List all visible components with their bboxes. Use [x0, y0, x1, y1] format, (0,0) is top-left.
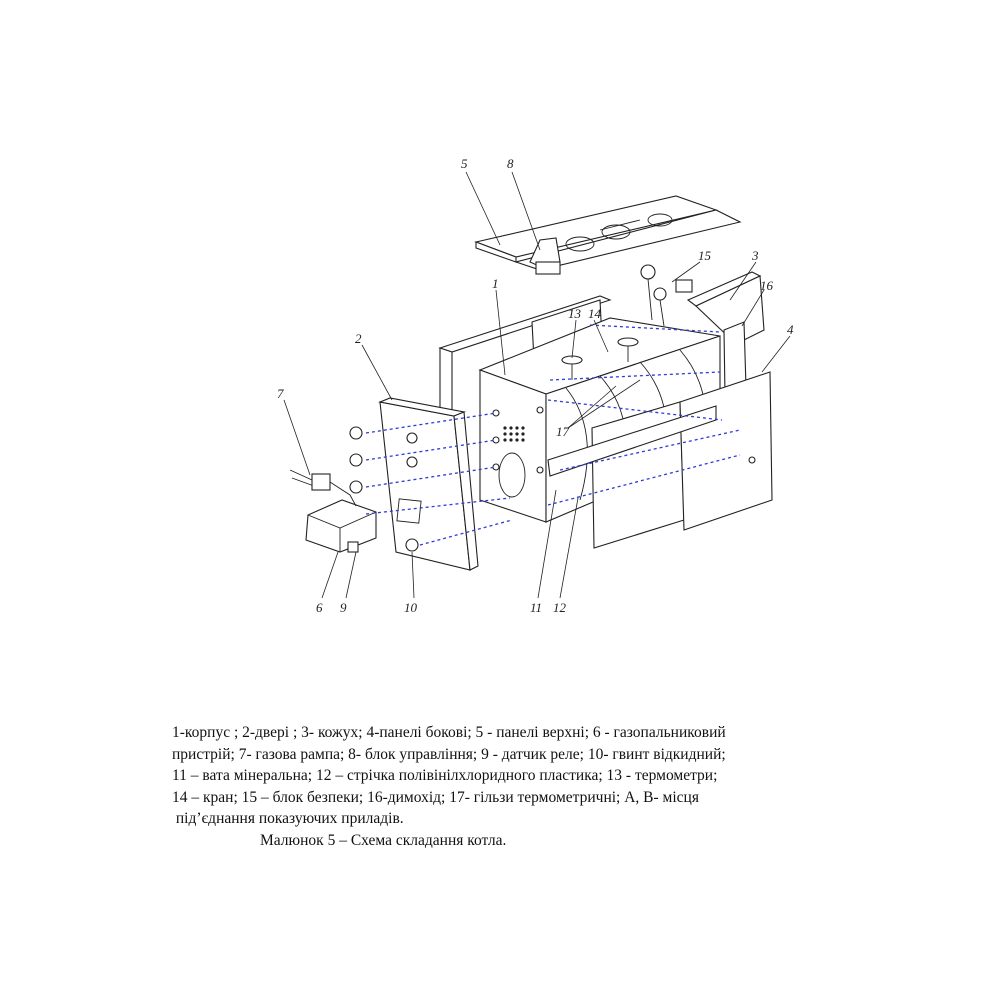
callout-2: 2: [355, 331, 362, 346]
door-part-2: [380, 398, 478, 570]
callout-4: 4: [787, 322, 794, 337]
callout-12: 12: [553, 600, 566, 615]
callout-15: 15: [698, 248, 711, 263]
callout-10: 10: [404, 600, 417, 615]
safety-block-part-15: [641, 265, 692, 326]
legend-line-5: під’єднання показуючих приладів.: [172, 810, 404, 827]
callout-16: 16: [760, 278, 773, 293]
callout-3: 3: [752, 248, 759, 263]
callout-5: 5: [461, 156, 468, 171]
callout-14: 14: [588, 306, 601, 321]
figure-title: Малюнок 5 – Схема складання котла.: [260, 831, 507, 849]
legend-line-4: 14 – кран; 15 – блок безпеки; 16-димохід; 17- гільзи термометричні; А, В- місця: [172, 788, 699, 806]
legend-line-2: пристрій; 7- газова рампа; 8- блок управління; 9 - датчик реле; 10- гвинт відкидний;: [172, 745, 726, 763]
callout-8: 8: [507, 156, 514, 171]
callout-1: 1: [492, 276, 499, 291]
callout-9: 9: [340, 600, 347, 615]
figure-caption: [172, 722, 832, 851]
callout-11: 11: [530, 600, 543, 615]
legend-line-1: 1-корпус ; 2-двері ; 3- кожух; 4-панелі бокові; 5 - панелі верхні; 6 - газопальниковий: [172, 724, 726, 741]
callout-7: 7: [277, 386, 284, 401]
burner-device-part-6: [306, 500, 376, 552]
gas-ramp-part-7: [290, 470, 356, 506]
callout-6: 6: [316, 600, 323, 615]
callout-17: 17: [556, 424, 569, 439]
callout-13: 13: [568, 306, 581, 321]
legend-line-3: 11 – вата мінеральна; 12 – стрічка полівінілхлоридного пластика; 13 - термометри;: [172, 767, 718, 784]
